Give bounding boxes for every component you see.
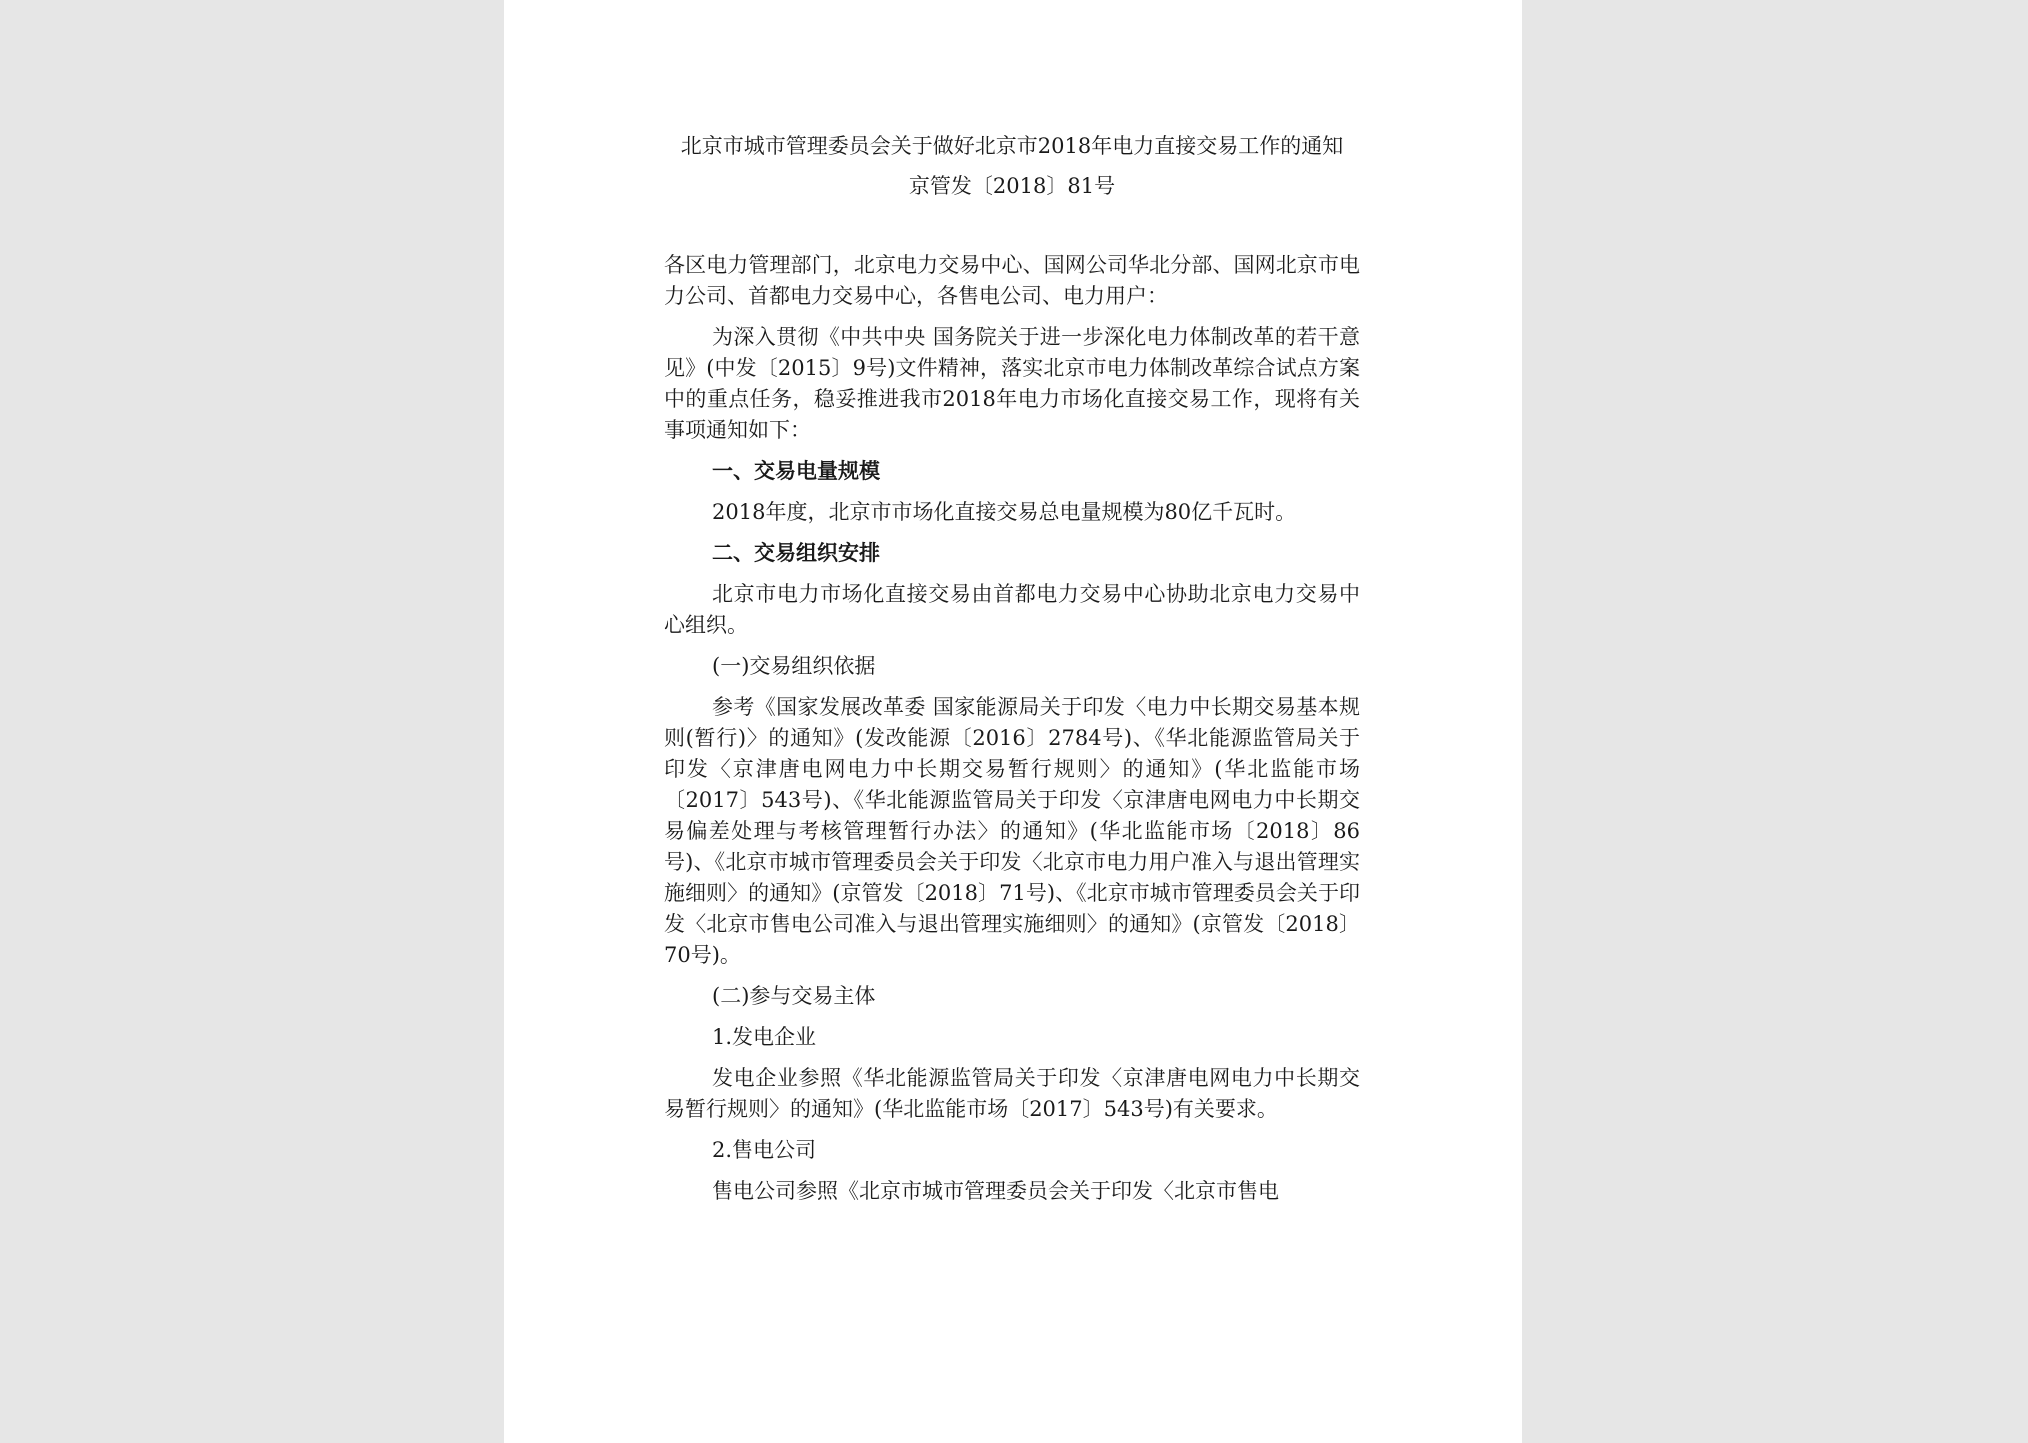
item-retail-companies: 2.售电公司: [712, 1138, 817, 1162]
document-body: [664, 250, 1360, 1207]
section-heading-organization: 二、交易组织安排: [712, 541, 880, 565]
document-page: [504, 0, 1522, 1443]
retail-companies-paragraph: 售电公司参照《北京市城市管理委员会关于印发〈北京市售电: [712, 1179, 1279, 1203]
document-title: 北京市城市管理委员会关于做好北京市2018年电力直接交易工作的通知: [680, 134, 1344, 158]
subsection-basis: (一)交易组织依据: [712, 654, 876, 678]
section-heading-volume: 一、交易电量规模: [712, 459, 880, 483]
generation-companies-paragraph: 发电企业参照《华北能源监管局关于印发〈京津唐电网电力中长期交易暂行规则〉的通知》(华北监能市场〔2017〕543号)有关要求。: [664, 1066, 1360, 1121]
subsection-participants: (二)参与交易主体: [712, 984, 876, 1008]
volume-paragraph: 2018年度，北京市市场化直接交易总电量规模为80亿千瓦时。: [712, 500, 1297, 524]
organization-paragraph: 北京市电力市场化直接交易由首都电力交易中心协助北京电力交易中心组织。: [664, 582, 1360, 637]
item-generation-companies: 1.发电企业: [712, 1025, 817, 1049]
document-number: 京管发〔2018〕81号: [908, 174, 1116, 198]
salutation: 各区电力管理部门，北京电力交易中心、国网公司华北分部、国网北京市电力公司、首都电力交易中心，各售电公司、电力用户：: [664, 253, 1360, 308]
intro-paragraph: 为深入贯彻《中共中央 国务院关于进一步深化电力体制改革的若干意见》(中发〔2015〕9号)文件精神，落实北京市电力体制改革综合试点方案中的重点任务，稳妥推进我市2018年电力市场化直接交易工作，现将有关事项通知如下：: [664, 325, 1360, 442]
basis-paragraph: 参考《国家发展改革委 国家能源局关于印发〈电力中长期交易基本规则(暂行)〉的通知》(发改能源〔2016〕2784号)、《华北能源监管局关于印发〈京津唐电网电力中长期交易暂行规则〉的通知》(华北监能市场〔2017〕543号)、《华北能源监管局关于印发〈京津唐电网电力中长期交易偏差处理与考核管理暂行办法〉的通知》(华北监能市场〔2018〕86号)、《北京市城市管理委员会关于印发〈北京市电力用户准入与退出管理实施细则〉的通知》(京管发〔2018〕71号)、《北京市城市管理委员会关于印发〈北京市售电公司准入与退出管理实施细则〉的通知》(京管发〔2018〕70号)。: [664, 695, 1360, 967]
document-content: [664, 130, 1360, 1217]
